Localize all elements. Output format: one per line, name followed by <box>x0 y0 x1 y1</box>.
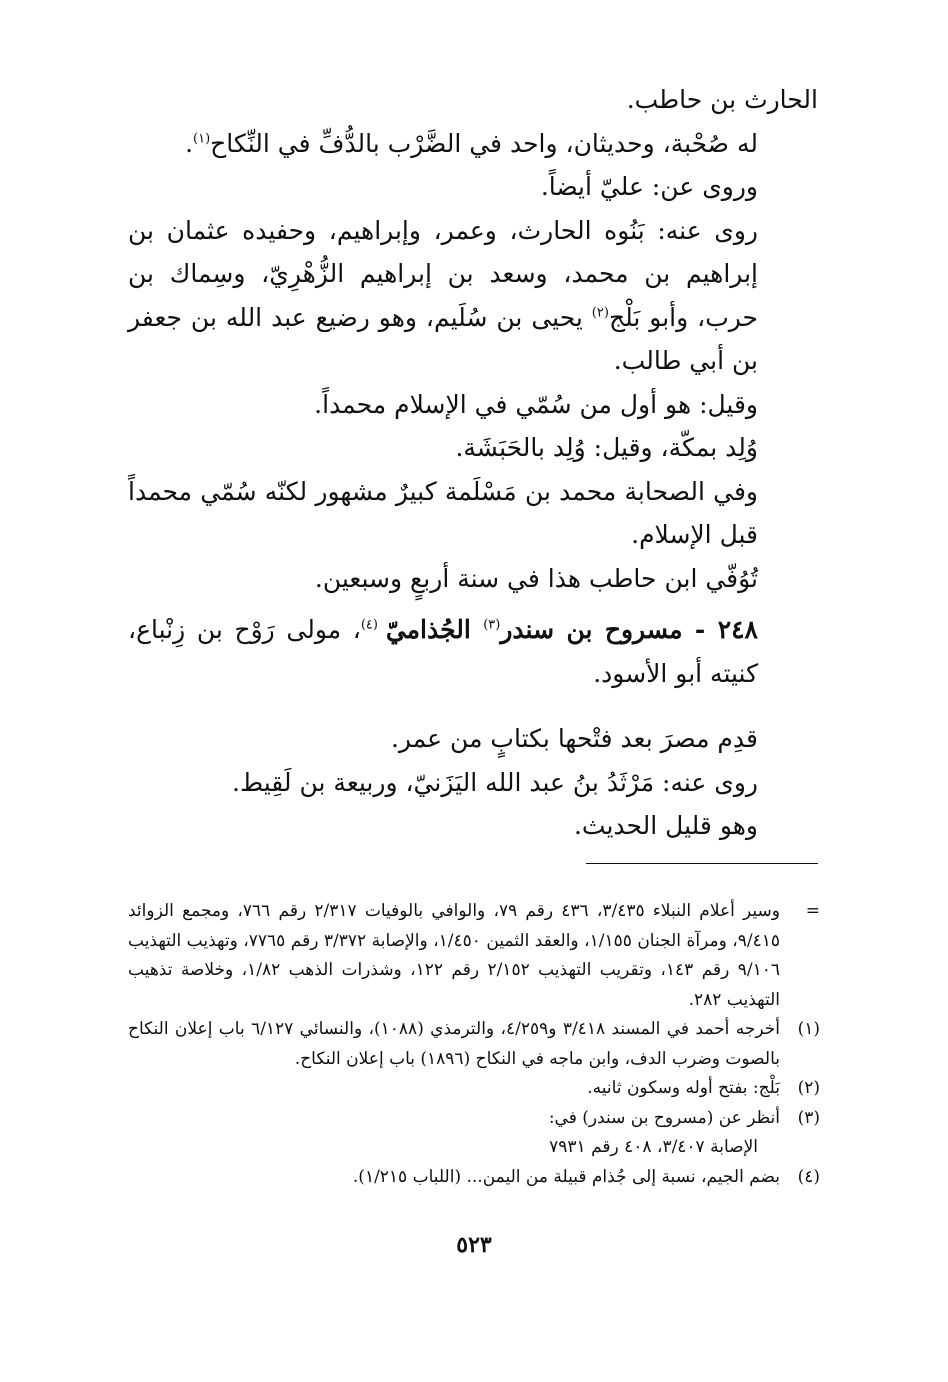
footnote-3 <box>128 1104 820 1163</box>
page-number: ٥٢٣ <box>456 1232 492 1258</box>
footnote-1 <box>128 1015 820 1074</box>
footnote-ref-4[interactable]: (٤) <box>360 617 386 633</box>
text-line: الحارث بن حاطب. <box>626 85 818 114</box>
text-paragraph: وفي الصحابة محمد بن مَسْلَمة كبيرٌ مشهور لكنّه سُمّي محمداً قبل الإسلام. <box>128 476 758 549</box>
text-paragraph <box>128 209 818 383</box>
text-line: وُلِد بمكّة، وقيل: وُلِد بالحَبَشَة. <box>455 433 758 462</box>
text-line: قدِم مصرَ بعد فتْحها بكتابٍ من عمر. <box>390 724 758 753</box>
text-line: وهو قليل الحديث. <box>573 811 758 840</box>
footnote-ref-2[interactable]: (٢) <box>591 305 609 321</box>
footnote-text: أنظر عن (مسروح بن سندر) في: <box>548 1107 780 1128</box>
footnote-text: أخرجه أحمد في المسند ٣/٤١٨ و٤/٢٥٩، والترمذي (١٠٨٨)، والنسائي ٦/١٢٧ باب إعلان النكاح بالصوت وضرب الدف، وابن ماجه في النكاح (١٨٩٦) باب إعلان النكاح. <box>128 1019 780 1069</box>
text-span: يحيى بن سُلَيم، وهو رضيع عبد الله بن جعفر بن أبي طالب. <box>128 302 758 375</box>
footnote-text: بضم الجيم، نسبة إلى جُذام قبيلة من اليمن... (اللباب ١/٢١٥). <box>352 1166 780 1187</box>
footnotes <box>128 897 820 1192</box>
text-span: روى عنه: بَنُوه الحارث، وعمر، وإبراهيم، وحفيده عثمان بن إبراهيم بن محمد، وسعد بن إبراهيم الزُّهْرِيّ، وسِماك بن حرب، وأبو بَلْج <box>128 215 758 332</box>
footnote-text: بَلْج: بفتح أوله وسكون ثانيه. <box>587 1078 780 1098</box>
footnote-ref-3[interactable]: (٣) <box>483 617 501 633</box>
footnote-reference: الإصابة ٣/٤٠٧، ٤٠٨ رقم ٧٩٣١ <box>549 1137 758 1157</box>
footnote-2 <box>128 1074 820 1104</box>
main-text <box>128 78 818 848</box>
footnote-ref-1[interactable]: (١) <box>193 131 211 147</box>
biography-entry-heading <box>128 608 818 695</box>
footnote-separator <box>586 863 818 864</box>
text-span: ، مولى رَوْح بن زِنْباع، كنيته أبو الأسود. <box>128 615 758 688</box>
text-line <box>128 122 818 166</box>
footnote-continuation <box>128 897 820 1015</box>
footnote-4 <box>128 1163 820 1193</box>
text-span: له صُحْبة، وحديثان، واحد في الضَّرْب بالدُّفِّ في النِّكاح <box>210 128 758 158</box>
footnote-mark: = <box>805 901 820 921</box>
entry-name: مسروح بن سندر <box>500 615 683 644</box>
text-line: روى عنه: مَرْثَدُ بنُ عبد الله اليَزَنيّ، وربيعة بن لَقِيط. <box>232 767 758 797</box>
entry-number: ٢٤٨ - <box>682 615 758 644</box>
text-line: وقيل: هو أول من سُمّي في الإسلام محمداً. <box>314 389 758 419</box>
footnote-mark: (٢) <box>797 1078 820 1098</box>
footnote-text: وسير أعلام النبلاء ٣/٤٣٥، ٤٣٦ رقم ٧٩، والوافي بالوفيات ٢/٣١٧ رقم ٧٦٦، ومجمع الزوائد ٩/٤١٥، ومرآة الجنان ١/١٥٥، والعقد الثمين ١/٤٥٠، والإصابة ٣/٣٧٢ رقم ٧٧٦٥، وتهذيب التهذيب ٩/١٠٦ رقم ١٤٣، وتقريب التهذيب ٢/١٥٢ رقم ١٢٢، وشذرات الذهب ١/٨٢، وخلاصة تذهيب التهذيب ٢٨٢. <box>128 901 781 1010</box>
text-span: . <box>185 128 194 158</box>
footnote-body <box>128 1104 780 1163</box>
entry-name-nisba: الجُذاميّ <box>385 615 484 644</box>
footnote-mark: (١) <box>797 1019 820 1039</box>
text-line: تُوُفّي ابن حاطب هذا في سنة أربعٍ وسبعين. <box>314 563 758 593</box>
footnote-mark: (٤) <box>797 1166 820 1187</box>
text-line: وروى عن: عليّ أيضاً. <box>540 172 758 201</box>
footnote-mark: (٣) <box>797 1107 820 1128</box>
